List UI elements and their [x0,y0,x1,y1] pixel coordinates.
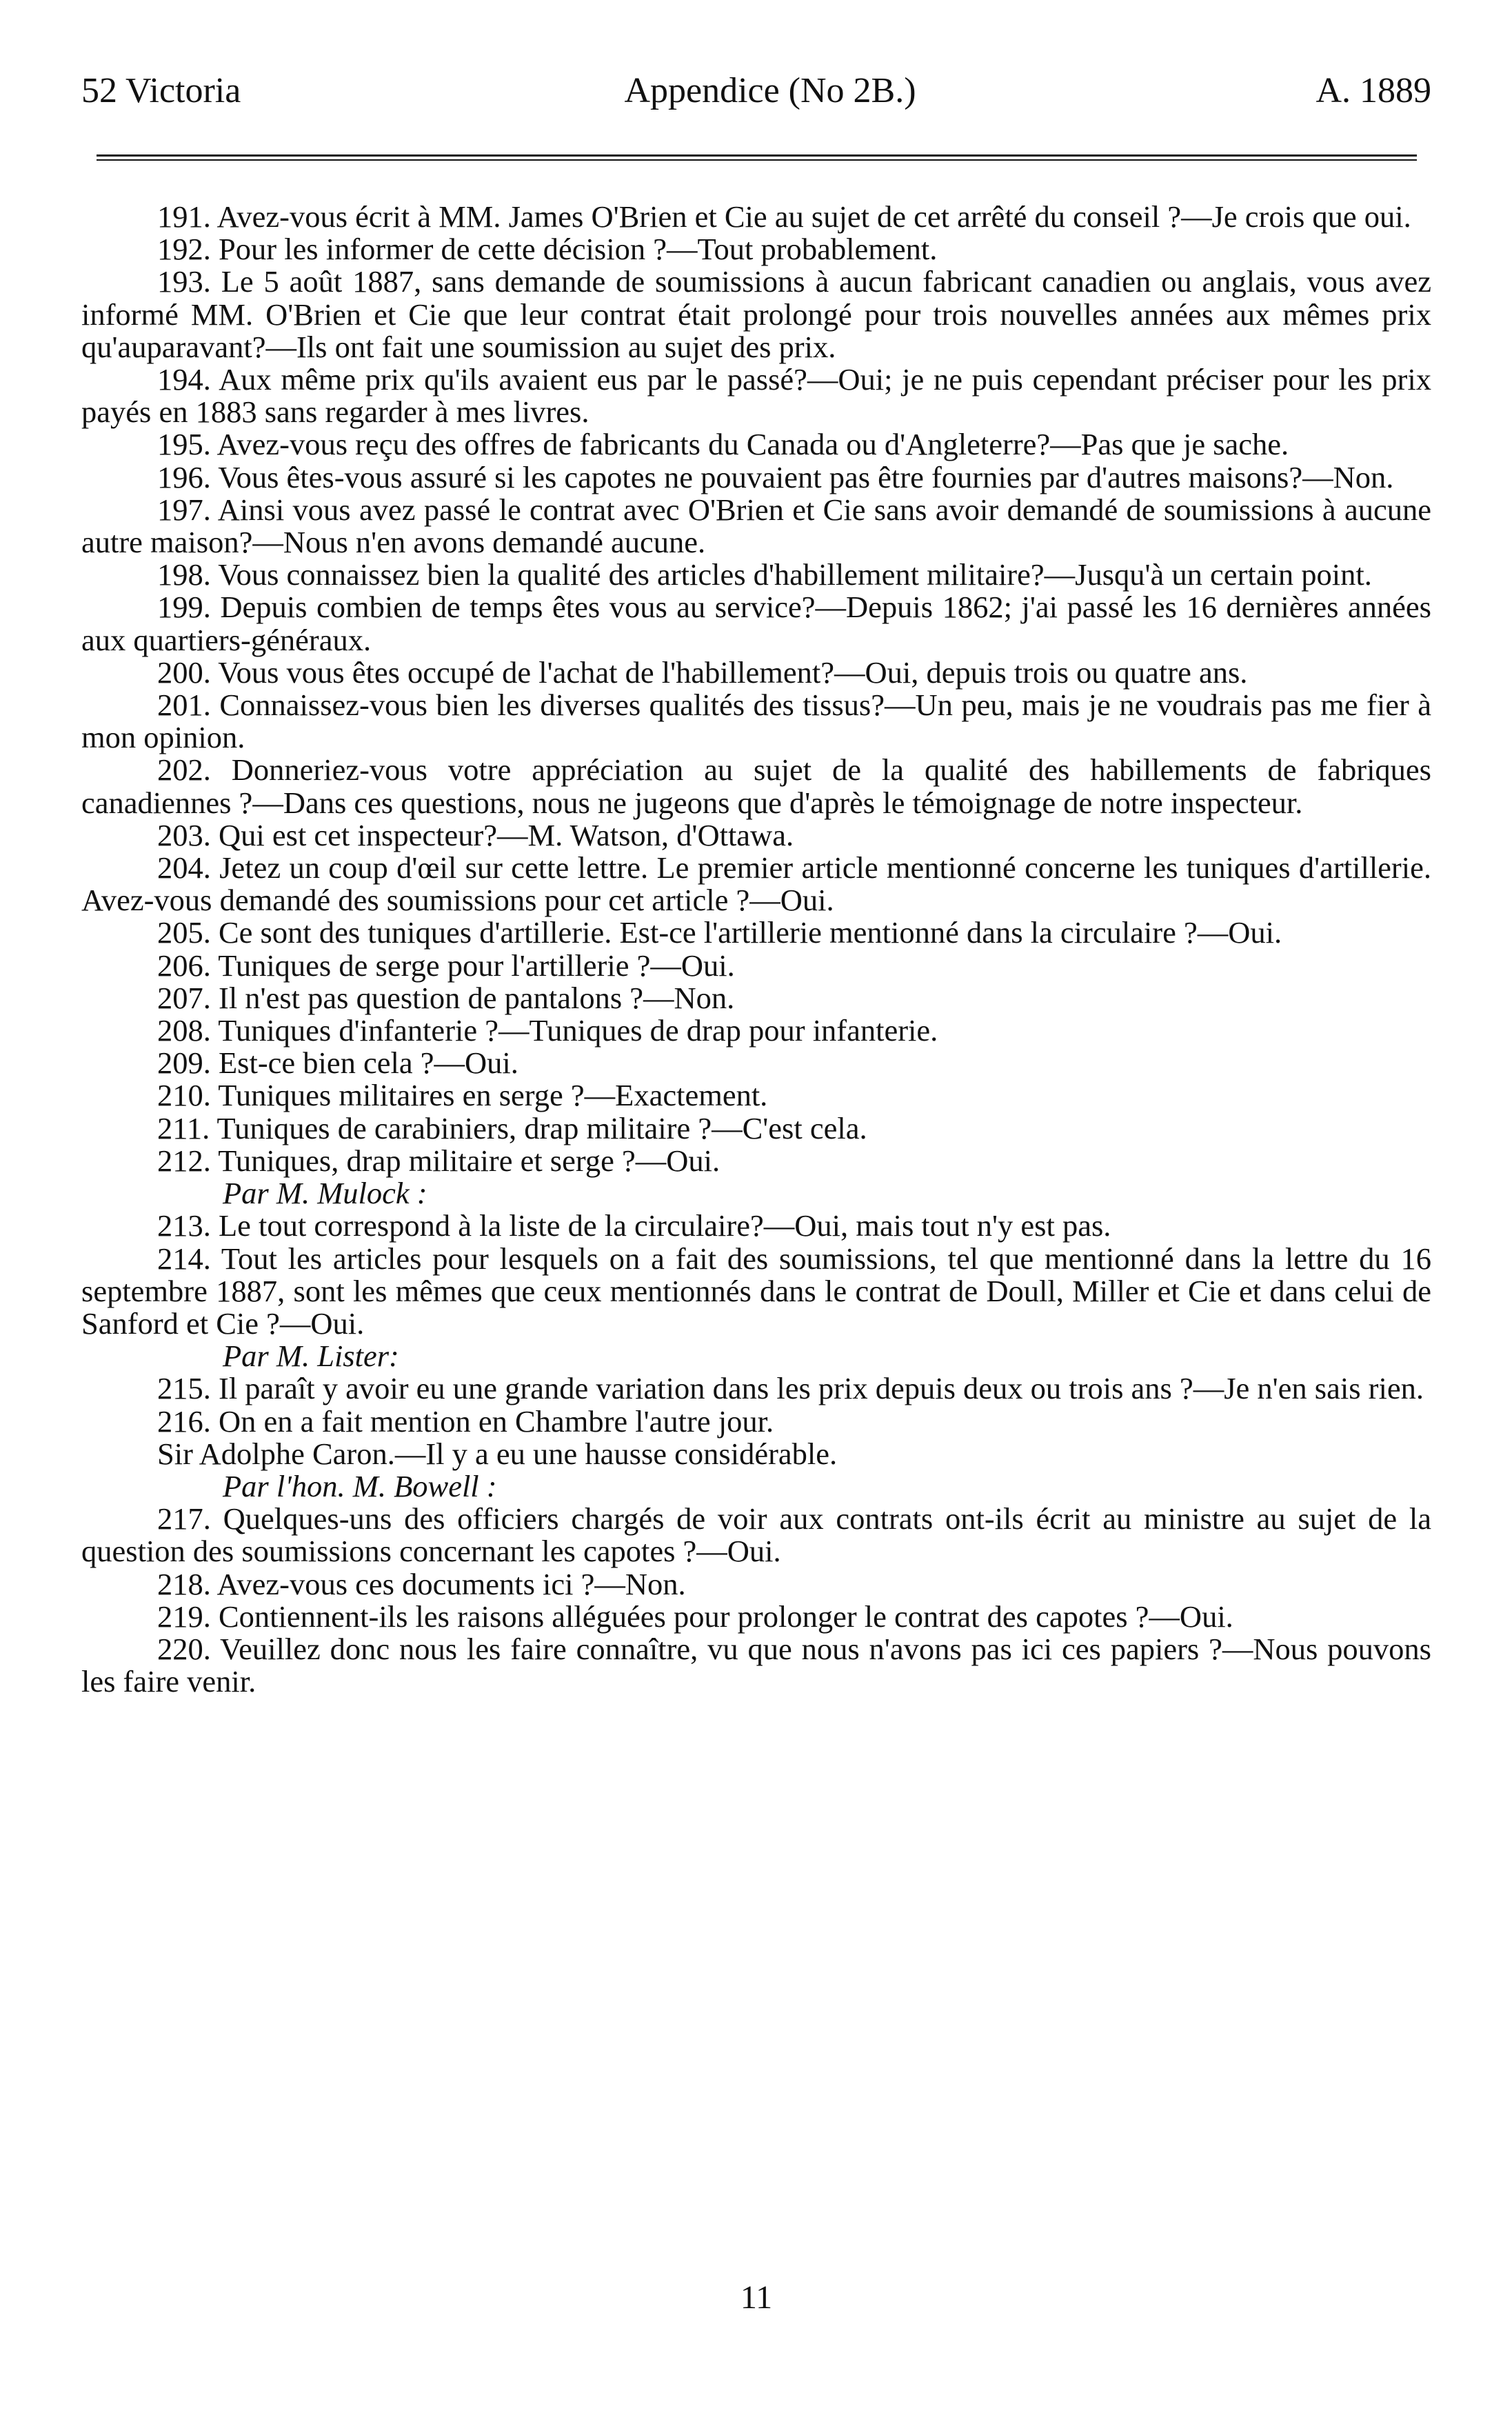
testimony-body [81,201,1431,1698]
testimony-paragraph: 206. Tuniques de serge pour l'artillerie ?—Oui. [157,948,735,983]
testimony-paragraph: 209. Est-ce bien cela ?—Oui. [157,1045,518,1081]
testimony-paragraph: 192. Pour les informer de cette décision ?—Tout probablement. [157,232,938,267]
testimony-paragraph: 216. On en a fait mention en Chambre l'autre jour. [157,1403,774,1439]
testimony-paragraph: 198. Vous connaissez bien la qualité des articles d'habillement militaire?—Jusqu'à un certain point. [157,557,1372,592]
testimony-paragraph: 207. Il n'est pas question de pantalons ?—Non. [157,980,735,1015]
header-year: A. 1889 [1316,71,1431,110]
testimony-paragraph: 219. Contiennent-ils les raisons alléguées pour prolonger le contrat des capotes ?—Oui. [157,1599,1233,1634]
testimony-paragraph: 211. Tuniques de carabiniers, drap militaire ?—C'est cela. [157,1110,867,1145]
testimony-paragraph: 212. Tuniques, drap militaire et serge ?—Oui. [157,1143,720,1178]
testimony-paragraph: 194. Aux même prix qu'ils avaient eus par le passé?—Oui; je ne puis cependant préciser pour les prix payés en 1883 sans regarder à mes livres. [81,362,1431,430]
testimony-paragraph: 213. Le tout correspond à la liste de la circulaire?—Oui, mais tout n'y est pas. [157,1208,1111,1243]
testimony-paragraph: Sir Adolphe Caron.—Il y a eu une hausse considérable. [157,1436,838,1471]
testimony-paragraph: 204. Jetez un coup d'œil sur cette lettre. Le premier article mentionné concerne les tuniques d'artillerie. Avez-vous demandé des soumissions pour cet article ?—Oui. [81,850,1431,918]
testimony-paragraph: 217. Quelques-uns des officiers chargés de voir aux contrats ont-ils écrit au ministre au sujet de la question des soumissions concernant les capotes ?—Oui. [81,1501,1431,1569]
speaker-heading: Par M. Mulock : [223,1176,427,1211]
testimony-paragraph: 200. Vous vous êtes occupé de l'achat de l'habillement?—Oui, depuis trois ou quatre ans. [157,654,1248,690]
testimony-paragraph: 205. Ce sont des tuniques d'artillerie. Est-ce l'artillerie mentionné dans la circulaire ?—Oui. [157,915,1282,950]
testimony-paragraph: 218. Avez-vous ces documents ici ?—Non. [157,1566,686,1601]
document-page [81,63,1431,2316]
testimony-paragraph: 203. Qui est cet inspecteur?—M. Watson, d'Ottawa. [157,817,794,852]
header-session: 52 Victoria [81,71,241,110]
header-double-rule [97,154,1417,161]
speaker-heading: Par M. Lister: [223,1339,399,1374]
testimony-paragraph: 197. Ainsi vous avez passé le contrat avec O'Brien et Cie sans avoir demandé de soumissions à aucune autre maison?—Nous n'en avons demandé aucune. [81,492,1431,560]
testimony-paragraph: 199. Depuis combien de temps êtes vous au service?—Depuis 1862; j'ai passé les 16 dernières années aux quartiers-généraux. [81,590,1431,657]
testimony-paragraph: 210. Tuniques militaires en serge ?—Exactement. [157,1078,768,1113]
testimony-paragraph: 202. Donneriez-vous votre appréciation au sujet de la qualité des habillements de fabriques canadiennes ?—Dans ces questions, nous ne jugeons que d'après le témoignage de notre inspecteur. [81,752,1431,820]
page-header [81,63,1431,119]
testimony-paragraph: 220. Veuillez donc nous les faire connaître, vu que nous n'avons pas ici ces papiers ?—Nous pouvons les faire venir. [81,1631,1431,1699]
testimony-paragraph: 195. Avez-vous reçu des offres de fabricants du Canada ou d'Angleterre?—Pas que je sache. [157,427,1289,462]
testimony-paragraph: 193. Le 5 août 1887, sans demande de soumissions à aucun fabricant canadien ou anglais, vous avez informé MM. O'Brien et Cie que leur contrat était prolongé pour trois nouvelles années aux mêmes prix qu'auparavant?—Ils ont fait une soumission au sujet des prix. [81,264,1431,364]
testimony-paragraph: 201. Connaissez-vous bien les diverses qualités des tissus?—Un peu, mais je ne voudrais pas me fier à mon opinion. [81,688,1431,755]
testimony-paragraph: 196. Vous êtes-vous assuré si les capotes ne pouvaient pas être fournies par d'autres maisons?—Non. [157,459,1394,494]
page-footer-marker: 11 [740,2279,773,2316]
testimony-paragraph: 215. Il paraît y avoir eu une grande variation dans les prix depuis deux ou trois ans ?—Je n'en sais rien. [157,1371,1424,1406]
testimony-paragraph: 208. Tuniques d'infanterie ?—Tuniques de drap pour infanterie. [157,1013,938,1048]
testimony-paragraph: 214. Tout les articles pour lesquels on a fait des soumissions, tel que mentionné dans la lettre du 16 septembre 1887, sont les mêmes que ceux mentionnés dans le contrat de Doull, Miller et Cie et dans celui de Sanford et Cie ?—Oui. [81,1241,1431,1341]
speaker-heading: Par l'hon. M. Bowell : [223,1468,497,1503]
testimony-paragraph: 191. Avez-vous écrit à MM. James O'Brien et Cie au sujet de cet arrêté du conseil ?—Je crois que oui. [157,199,1411,234]
header-appendix: Appendice (No 2B.) [624,71,916,110]
